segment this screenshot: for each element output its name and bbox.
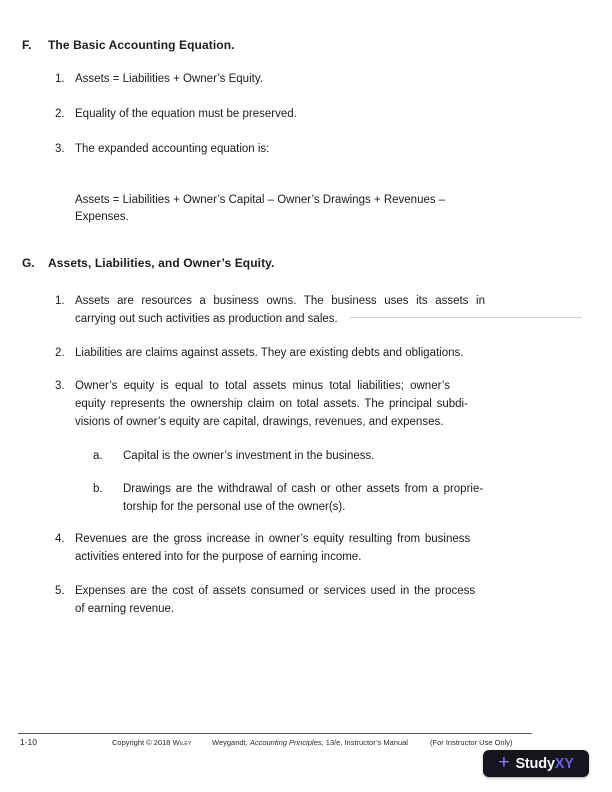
item-text: Assets = Liabilities + Owner’s Equity. xyxy=(75,73,263,85)
item-text: equity represents the ownership claim on total assets. The principal subdi- xyxy=(75,398,468,410)
item-text: activities entered into for the purpose of earning income. xyxy=(75,551,362,563)
item-text: of earning revenue. xyxy=(75,603,175,615)
footer-copyright xyxy=(112,738,191,747)
equation-line: Assets = Liabilities + Owner’s Capital – Owner’s Drawings + Revenues – xyxy=(75,194,446,206)
list-item-g1 xyxy=(55,292,485,328)
item-text: Equality of the equation must be preserved. xyxy=(75,108,297,120)
section-title: The Basic Accounting Equation. xyxy=(48,38,235,52)
footer-divider xyxy=(18,733,532,734)
brand-name-study: Study xyxy=(515,755,555,772)
citation-book-title: Accounting Principles, xyxy=(249,738,326,747)
list-item-g3 xyxy=(55,377,468,431)
plus-icon: + xyxy=(498,752,510,773)
citation-edition: 13/e, Instructor’s Manual xyxy=(325,738,408,747)
list-item-g2 xyxy=(55,344,463,362)
brand-name-xy: XY xyxy=(554,755,574,772)
item-number: 3. xyxy=(55,143,65,155)
item-number: 2. xyxy=(55,108,65,120)
item-number: 3. xyxy=(55,380,65,392)
section-letter: G. xyxy=(22,256,35,270)
footer-citation xyxy=(212,738,408,747)
item-text: visions of owner’s equity are capital, drawings, revenues, and expenses. xyxy=(75,416,444,428)
item-text: Liabilities are claims against assets. They are existing debts and obligations. xyxy=(75,347,464,359)
item-text: Assets are resources a business owns. The business uses its assets in xyxy=(75,295,485,307)
page-number: 1-10 xyxy=(20,737,38,747)
list-item-g5 xyxy=(55,582,475,618)
publisher-name: Wiley xyxy=(172,738,192,747)
sub-item-text: Capital is the owner’s investment in the business. xyxy=(123,450,375,462)
sub-item-letter: a. xyxy=(93,450,103,462)
item-number: 4. xyxy=(55,533,65,545)
list-item-g4 xyxy=(55,530,470,566)
footer-use-notice: (For Instructor Use Only) xyxy=(430,738,513,747)
sub-item-letter: b. xyxy=(93,483,103,495)
item-number: 1. xyxy=(55,73,65,85)
section-letter: F. xyxy=(22,38,32,52)
equation-line: Expenses. xyxy=(75,211,129,223)
item-number: 5. xyxy=(55,585,65,597)
section-heading-f xyxy=(22,38,235,53)
item-text: The expanded accounting equation is: xyxy=(75,143,270,155)
studyxy-badge xyxy=(483,750,589,777)
item-text: Revenues are the gross increase in owner’s equity resulting from business xyxy=(75,533,471,545)
list-item-f2 xyxy=(55,105,297,123)
item-text: carrying out such activities as production and sales. xyxy=(75,313,338,325)
section-title: Assets, Liabilities, and Owner’s Equity. xyxy=(48,256,275,270)
copyright-text: Copyright © 2018 xyxy=(112,738,173,747)
section-heading-g xyxy=(22,256,275,271)
list-item-f1 xyxy=(55,70,263,88)
item-text: Expenses are the cost of assets consumed or services used in the process xyxy=(75,585,476,597)
sub-item-text: Drawings are the withdrawal of cash or other assets from a proprie- xyxy=(123,483,484,495)
list-item-f3 xyxy=(55,140,269,158)
item-text: Owner’s equity is equal to total assets minus total liabilities; owner’s xyxy=(75,380,450,392)
expanded-accounting-equation xyxy=(75,192,445,226)
item-number: 1. xyxy=(55,295,65,307)
scan-artifact-line xyxy=(350,317,582,318)
sub-item-b xyxy=(93,480,483,516)
item-number: 2. xyxy=(55,347,65,359)
sub-item-text: torship for the personal use of the owner(s). xyxy=(123,501,346,513)
citation-author: Weygandt, xyxy=(212,738,250,747)
sub-item-a xyxy=(93,447,374,465)
